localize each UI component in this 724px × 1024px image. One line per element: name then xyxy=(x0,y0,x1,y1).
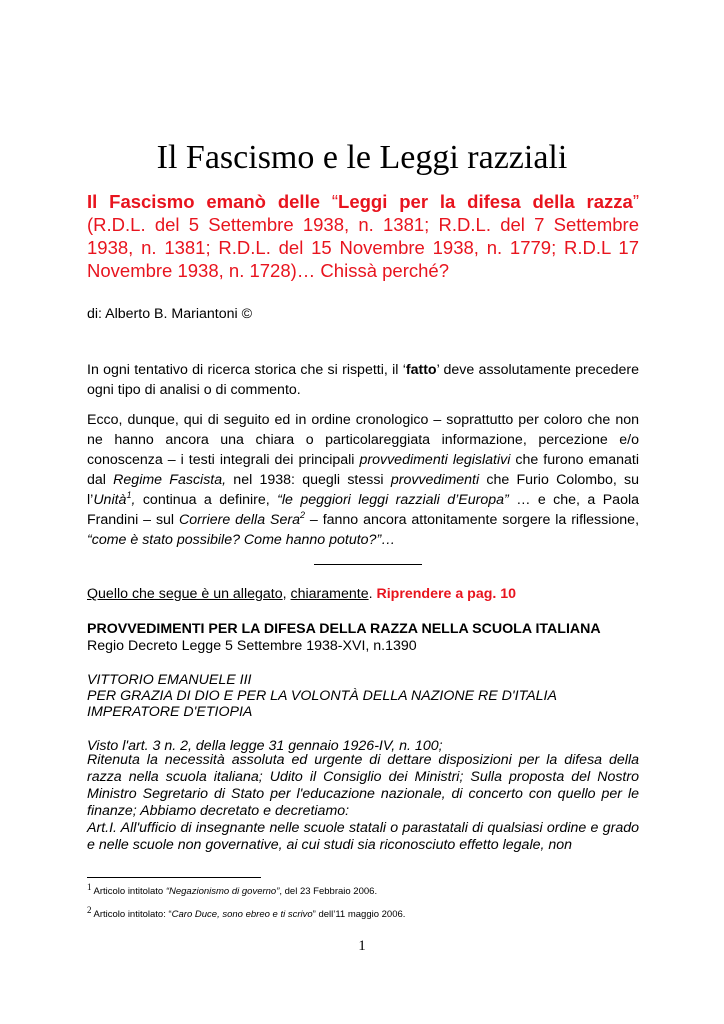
section-separator xyxy=(314,564,422,565)
resume-note: Riprendere a pag. 10 xyxy=(376,586,517,602)
subtitle-rest: (R.D.L. del 5 Settembre 1938, n. 1381; R.D.L. del 7 Settembre 1938, n. 1381; R.D.L. del 15 Novembre 1938, n. 1779; R.D.L 17 Novembre 1938, n. 1728)… Chissà perché? xyxy=(87,214,639,281)
decree-article-1: Art.I. All'ufficio di insegnante nelle scuole statali o parastatali di qualsiasi ordine e grado e nelle scuole non governative, ai cui studi sia riconosciuto effetto legale, non xyxy=(87,820,639,853)
p2-italic: provvedimenti xyxy=(390,472,480,488)
decree-heading: PROVVEDIMENTI PER LA DIFESA DELLA RAZZA NELLA SCUOLA ITALIANA xyxy=(87,621,601,637)
p2-italic: Unità xyxy=(93,492,127,508)
intro-p1-text-end: ’ deve assolutamente precedere ogni tipo di analisi o di commento. xyxy=(87,362,639,398)
attachment-note xyxy=(87,584,639,604)
attachment-dot: . xyxy=(368,586,377,602)
decree-body-line-2: Ritenuta la necessità assoluta ed urgente di dettare disposizioni per la difesa della razza nella scuola italiana; Udito il Consiglio dei Ministri; Sulla proposta del Nostro Ministro Segretario di Stato per l'educazione nazionale, di concerto con quello per le finanze; Abbiamo decretato e decretiamo: xyxy=(87,752,639,819)
footnote-text: Articolo intitolato xyxy=(93,886,166,897)
decree-king-line-1: VITTORIO EMANUELE III xyxy=(87,672,252,688)
p2-text: che furono emanati dal xyxy=(87,452,640,488)
attachment-link[interactable]: Quello che segue è un allegato xyxy=(87,586,283,602)
subtitle-quote-open: “ xyxy=(320,191,339,212)
p2-text: Ecco, dunque, qui di seguito ed in ordine cronologico – soprattutto per coloro che non ne hanno ancora una chiara o particolareggiata informazione, percezione e/o conoscenza – i testi integrali dei principali xyxy=(87,412,639,468)
p2-text: – fanno ancora attonitamente sorgere la riflessione, xyxy=(305,512,640,528)
intro-paragraph-2 xyxy=(87,410,639,550)
footnote-2 xyxy=(87,905,406,921)
footnote-1 xyxy=(87,882,378,898)
page-number: 1 xyxy=(358,938,366,954)
footnote-italic: “Negazionismo di governo” xyxy=(165,886,280,897)
decree-king-line-3: IMPERATORE D'ETIOPIA xyxy=(87,704,253,720)
p2-text: che Furio Colombo, su l’ xyxy=(87,472,640,508)
subtitle-law-name: Leggi per la difesa della razza xyxy=(338,191,633,212)
footnote-text: , del 23 Febbraio 2006. xyxy=(279,886,378,897)
p2-italic: , xyxy=(131,492,136,508)
footnote-number: 2 xyxy=(87,905,92,915)
p2-italic: provvedimenti legislativi xyxy=(359,452,511,468)
p2-italic: Regime Fascista, xyxy=(113,472,227,488)
attachment-comma: , xyxy=(282,586,291,602)
document-title: Il Fascismo e le Leggi razziali xyxy=(156,139,568,176)
footnote-italic: Caro Duce, sono ebreo e ti scrivo xyxy=(171,909,313,920)
intro-p1-bold: fatto xyxy=(405,362,437,378)
footnote-ref-2[interactable]: 2 xyxy=(299,510,305,520)
intro-p1-text: In ogni tentativo di ricerca storica che si rispetti, il ‘ xyxy=(87,362,406,378)
p2-italic-quote: “le peggiori leggi razziali d’Europa” xyxy=(277,492,509,508)
footnote-text: ” dell’11 maggio 2006. xyxy=(312,909,406,920)
p2-italic: Corriere della Sera xyxy=(178,512,300,528)
footnote-ref-1[interactable]: 1 xyxy=(126,490,132,500)
footnote-number: 1 xyxy=(87,882,92,892)
decree-body-line-1: Visto l'art. 3 n. 2, della legge 31 gennaio 1926-IV, n. 100; xyxy=(87,738,443,754)
p2-text: … e che, a Paola Frandini – sul xyxy=(87,492,639,528)
subtitle-quote-close: ” xyxy=(632,191,639,212)
intro-paragraph-1 xyxy=(87,360,639,400)
decree-subheading: Regio Decreto Legge 5 Settembre 1938-XVI, n.1390 xyxy=(87,638,417,654)
author-line: di: Alberto B. Mariantoni © xyxy=(87,306,253,322)
p2-italic-quote: “come è stato possibile? Come hanno potuto?”… xyxy=(87,532,396,548)
document-subtitle xyxy=(87,190,639,282)
subtitle-lead: Il Fascismo emanò delle xyxy=(87,191,321,212)
p2-text: nel 1938: quegli stessi xyxy=(226,472,391,488)
decree-king-line-2: PER GRAZIA DI DIO E PER LA VOLONTÀ DELLA NAZIONE RE D'ITALIA xyxy=(87,688,557,704)
attachment-link-2[interactable]: chiaramente xyxy=(290,586,369,602)
footnote-text: Articolo intitolato: “ xyxy=(93,909,172,920)
footnote-separator xyxy=(87,877,261,878)
p2-text: continua a definire, xyxy=(135,492,278,508)
